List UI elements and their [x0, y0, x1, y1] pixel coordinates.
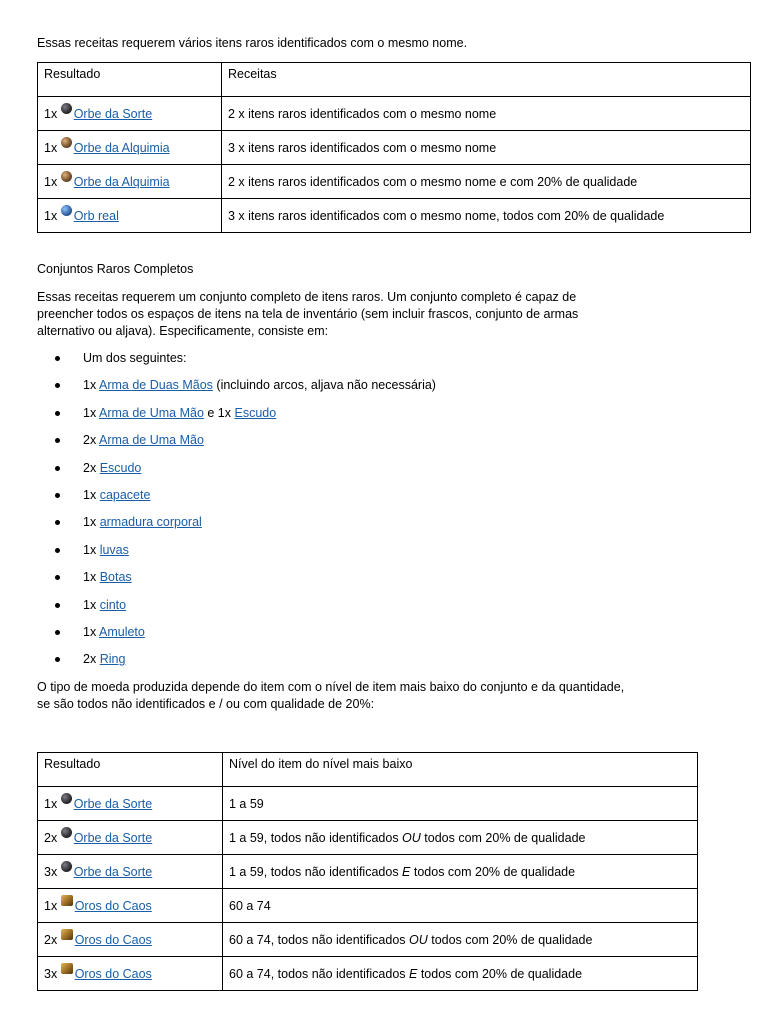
result-cell	[38, 199, 222, 233]
bullet-icon	[55, 411, 60, 416]
list-item	[55, 457, 436, 484]
item-link[interactable]: Orbe da Alquimia	[73, 141, 170, 155]
quantity: 1x	[83, 405, 99, 420]
quantity: 1x	[83, 542, 100, 557]
orbe-do-caos-icon	[61, 895, 73, 906]
bullet-icon	[55, 603, 60, 608]
level-cell	[223, 855, 698, 889]
item-link[interactable]: Amuleto	[99, 624, 145, 639]
orb-real-icon	[61, 205, 72, 216]
quantity: 2x	[83, 433, 99, 448]
item-link[interactable]: Orbe da Sorte	[73, 107, 153, 121]
item-link[interactable]: Escudo	[99, 460, 142, 475]
table-row	[38, 97, 751, 131]
quantity: 3x	[44, 967, 58, 981]
col-header-resultado: Resultado	[38, 753, 223, 787]
bullet-icon	[55, 356, 60, 361]
level-text: todos com 20% de qualidade	[410, 864, 576, 879]
quantity: 1x	[83, 515, 100, 530]
table-row	[38, 923, 698, 957]
bullet-icon	[55, 657, 60, 662]
quantity: 2x	[83, 460, 100, 475]
intro-line: Essas receitas requerem um conjunto completo de itens raros. Um conjunto completo é capaz de	[37, 290, 577, 304]
orbe-da-sorte-icon	[61, 793, 72, 804]
table-row	[38, 787, 698, 821]
result-cell	[38, 97, 222, 131]
list-item	[55, 347, 436, 374]
intro-paragraph	[37, 289, 578, 340]
orbe-do-caos-icon	[61, 963, 73, 974]
list-item	[55, 511, 436, 538]
item-link[interactable]: Arma de Duas Mãos	[99, 378, 213, 393]
quantity: 1x	[83, 597, 100, 612]
item-link[interactable]: Orbe da Alquimia	[73, 175, 170, 189]
item-link[interactable]: Ring	[99, 652, 126, 667]
item-link[interactable]: Oros do Caos	[74, 899, 152, 913]
list-item-text: Um dos seguintes:	[83, 351, 187, 365]
level-cell	[223, 889, 698, 923]
result-cell	[38, 787, 223, 821]
level-text: todos com 20% de qualidade	[420, 830, 586, 845]
level-text: 60 a 74, todos não identificados	[229, 966, 409, 981]
item-link[interactable]: Orbe da Sorte	[73, 865, 153, 879]
result-cell	[38, 855, 223, 889]
recipe-cell: 3 x itens raros identificados com o mesmo nome, todos com 20% de qualidade	[222, 199, 751, 233]
quantity: 3x	[44, 865, 58, 879]
quantity: 1x	[83, 378, 99, 393]
bullet-icon	[55, 520, 60, 525]
bullet-icon	[55, 630, 60, 635]
bullet-icon	[55, 383, 60, 388]
level-emphasis: OU	[409, 932, 428, 947]
intro-line: alternativo ou aljava). Especificamente, consiste em:	[37, 324, 329, 338]
list-item	[55, 566, 436, 593]
list-item	[55, 594, 436, 621]
table-row	[38, 855, 698, 889]
intro-text: Essas receitas requerem vários itens raros identificados com o mesmo nome.	[37, 36, 468, 50]
item-link[interactable]: Escudo	[234, 405, 277, 420]
section-title: Conjuntos Raros Completos	[37, 262, 194, 276]
bullet-icon	[55, 466, 60, 471]
level-text: 1 a 59, todos não identificados	[229, 830, 403, 845]
level-cell	[223, 787, 698, 821]
level-emphasis: E	[402, 864, 411, 879]
orbe-da-sorte-icon	[61, 827, 72, 838]
recipe-cell: 2 x itens raros identificados com o mesmo nome	[222, 97, 751, 131]
list-item-conjunction: e 1x	[203, 405, 235, 420]
recipe-cell: 3 x itens raros identificados com o mesmo nome	[222, 131, 751, 165]
item-link[interactable]: Arma de Uma Mão	[99, 405, 204, 420]
result-cell	[38, 131, 222, 165]
item-link[interactable]: Oros do Caos	[74, 967, 152, 981]
orbe-da-sorte-icon	[61, 103, 72, 114]
level-text: 1 a 59, todos não identificados	[229, 864, 403, 879]
table-row	[38, 131, 751, 165]
quantity: 2x	[44, 933, 58, 947]
quantity: 2x	[83, 652, 100, 667]
level-text: todos com 20% de qualidade	[427, 932, 593, 947]
list-item	[55, 621, 436, 648]
orbe-da-sorte-icon	[61, 861, 72, 872]
quantity: 1x	[83, 487, 100, 502]
currency-table	[37, 752, 698, 991]
bullet-icon	[55, 493, 60, 498]
bullet-icon	[55, 438, 60, 443]
level-text: todos com 20% de qualidade	[417, 966, 583, 981]
item-link[interactable]: Orbe da Sorte	[73, 831, 153, 845]
level-cell	[223, 957, 698, 991]
result-cell	[38, 957, 223, 991]
bullet-icon	[55, 548, 60, 553]
item-link[interactable]: Botas	[99, 570, 132, 585]
level-emphasis: E	[409, 966, 418, 981]
list-item	[55, 648, 436, 675]
quantity: 1x	[83, 624, 99, 639]
quantity: 2x	[44, 831, 58, 845]
quantity: 1x	[44, 141, 58, 155]
recipe-cell: 2 x itens raros identificados com o mesmo nome e com 20% de qualidade	[222, 165, 751, 199]
level-text: 1 a 59	[229, 796, 264, 811]
table-row	[38, 165, 751, 199]
level-cell	[223, 923, 698, 957]
orbe-da-alquimia-icon	[61, 171, 72, 182]
list-item	[55, 429, 436, 456]
quantity: 1x	[44, 899, 58, 913]
item-link[interactable]: Oros do Caos	[74, 933, 152, 947]
item-link[interactable]: capacete	[99, 487, 151, 502]
col-header-nivel: Nível do item do nível mais baixo	[223, 753, 698, 787]
level-cell	[223, 821, 698, 855]
list-item	[55, 402, 436, 429]
table-row	[38, 199, 751, 233]
recipes-table	[37, 62, 751, 233]
level-text: 60 a 74	[229, 898, 271, 913]
item-link[interactable]: armadura corporal	[99, 515, 202, 530]
item-link[interactable]: luvas	[99, 542, 129, 557]
table-row	[38, 957, 698, 991]
result-cell	[38, 165, 222, 199]
outro-line: O tipo de moeda produzida depende do item com o nível de item mais baixo do conjunto e da quantidade,	[37, 680, 625, 694]
level-emphasis: OU	[402, 830, 421, 845]
table-row	[38, 889, 698, 923]
quantity: 1x	[44, 175, 58, 189]
item-link[interactable]: Orbe da Sorte	[73, 797, 153, 811]
item-link[interactable]: Arma de Uma Mão	[99, 433, 204, 448]
item-link[interactable]: cinto	[99, 597, 127, 612]
col-header-receitas: Receitas	[222, 63, 751, 97]
quantity: 1x	[83, 570, 100, 585]
col-header-resultado: Resultado	[38, 63, 222, 97]
result-cell	[38, 923, 223, 957]
list-item-note: (incluindo arcos, aljava não necessária)	[212, 378, 436, 393]
bullet-icon	[55, 575, 60, 580]
level-text: 60 a 74, todos não identificados	[229, 932, 409, 947]
quantity: 1x	[44, 209, 58, 223]
orbe-da-alquimia-icon	[61, 137, 72, 148]
quantity: 1x	[44, 797, 58, 811]
orbe-do-caos-icon	[61, 929, 73, 940]
item-link[interactable]: Orb real	[73, 209, 119, 223]
result-cell	[38, 821, 223, 855]
intro-line: preencher todos os espaços de itens na tela de inventário (sem incluir frascos, conjunto de armas	[37, 307, 579, 321]
list-item	[55, 539, 436, 566]
item-set-list	[55, 347, 436, 676]
result-cell	[38, 889, 223, 923]
outro-line: se são todos não identificados e / ou com qualidade de 20%:	[37, 697, 375, 711]
list-item	[55, 374, 436, 401]
list-item	[55, 484, 436, 511]
quantity: 1x	[44, 107, 58, 121]
table-row	[38, 821, 698, 855]
outro-paragraph	[37, 679, 624, 713]
